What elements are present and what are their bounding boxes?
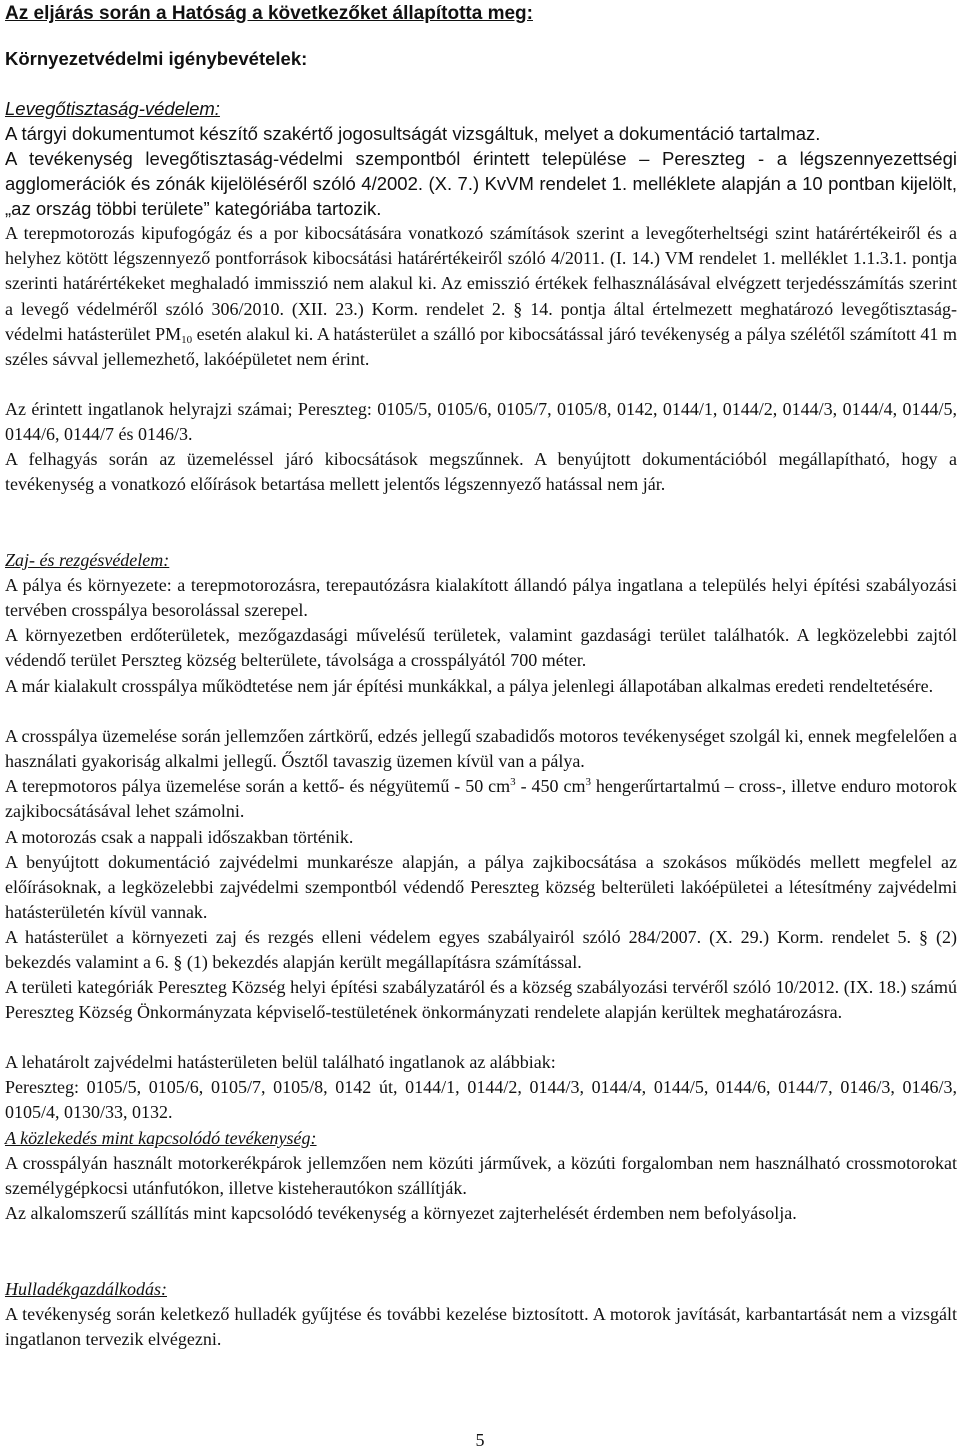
noise-paragraph-6: A motorozás csak a nappali időszakban történik. [5,827,354,847]
traffic-section-title: A közlekedés mint kapcsolódó tevékenység: [5,1128,317,1148]
air-paragraph-1: A tárgyi dokumentumot készítő szakértő jogosultságát vizsgáltuk, melyet a dokumentáció tartalmaz. [5,123,821,144]
page-heading: Az eljárás során a Hatóság a következőket állapította meg: [5,3,533,24]
waste-section-title: Hulladékgazdálkodás: [5,1279,167,1299]
traffic-paragraph-2: Az alkalomszerű szállítás mint kapcsolódó tevékenység a környezet zajterhelését érdemben nem befolyásolja. [5,1203,797,1223]
air-section-title: Levegőtisztaság-védelem: [5,98,220,119]
air-paragraph-3: A terepmotorozás kipufogógáz és a por kibocsátására vonatkozó számítások szerint a levegőterheltségi szint határértékeiről és a helyhez kötött légszennyező pontforrások kibocsátási határértékeiről szóló 4/2011. (I. 14.) VM rendelet 1. melléklet 1.1.3.1. pontja szerinti határértékeket meghaladó immisszió nem alakul ki. Az emisszió értékek felhasználásával elvégzett terjedésszámítás szerint a levegő védelméről szóló 306/2010. (XII. 23.) Korm. rendelet 2. § 14. pontja által értelmezett meghatározó levegőtisztaság-védelmi hatásterület $PM_{10}$ esetén alakul ki. A hatásterület a szálló por kibocsátással járó tevékenység a pálya szélétől számított 41 m széles sávval jellemezhető, lakóépületet nem érint. [5,223,957,370]
noise-paragraph-10: A lehatárolt zajvédelmi hatásterületen belül található ingatlanok az alábbiak: [5,1052,556,1072]
air-paragraph-4: Az érintett ingatlanok helyrajzi számai; Pereszteg: 0105/5, 0105/6, 0105/7, 0105/8, 0142, 0144/1, 0144/2, 0144/3, 0144/4, 0144/5, 0144/6, 0144/7 és 0146/3. [5,399,957,445]
page-number: 5 [475,1430,485,1450]
noise-paragraph-1: A pálya és környezete: a terepmotorozásra, terepautózásra kialakított állandó pálya ingatlana a település helyi építési szabályozási tervében crosspálya besorolással szerepel. [5,575,957,621]
section-heading: Környezetvédelmi igénybevételek: [5,48,308,69]
noise-paragraph-3: A már kialakult crosspálya működtetése nem jár építési munkákkal, a pálya jelenlegi állapotában alkalmas eredeti rendeltetésére. [5,676,934,696]
noise-paragraph-11: Pereszteg: 0105/5, 0105/6, 0105/7, 0105/8, 0142 út, 0144/1, 0144/2, 0144/3, 0144/4, 0144/5, 0144/6, 0144/7, 0146/3, 0146/3, 0105/4, 0130/33, 0132. [5,1077,957,1123]
noise-paragraph-9: A területi kategóriák Pereszteg Község helyi építési szabályzatáról és a község szabályozási tervéről szóló 10/2012. (IX. 18.) számú Pereszteg Község Önkormányzata képviselő-testületének önkormányzati rendelete alapján kerültek meghatározásra. [5,977,957,1023]
traffic-paragraph-1: A crosspályán használt motorkerékpárok jellemzően nem közúti járművek, a közúti forgalomban nem használható crossmotorokat személygépkocsi utánfutókon, illetve kisteherautókon szállítják. [5,1153,957,1199]
waste-paragraph-1: A tevékenység során keletkező hulladék gyűjtése és további kezelése biztosított. A motorok javítását, karbantartását nem a vizsgált ingatlanon tervezik elvégezni. [5,1304,957,1350]
noise-paragraph-8: A hatásterület a környezeti zaj és rezgés elleni védelem egyes szabályairól szóló 284/2007. (X. 29.) Korm. rendelet 5. § (2) bekezdés valamint a 6. § (1) bekezdés alapján került megállapításra számítással. [5,927,957,973]
noise-paragraph-4: A crosspálya üzemelése során jellemzően zártkörű, edzés jellegű szabadidős motoros tevékenységet szolgál ki, ennek megfelelően a használati gyakoriság alkalmi jellegű. Ősztől tavaszig üzemen kívül van a pálya. [5,726,957,772]
air-paragraph-2: A tevékenység levegőtisztaság-védelmi szempontból érintett települése – Pereszteg - a légszennyezettségi agglomerációk és zónák kijelöléséről szóló 4/2002. (X. 7.) KvVM rendelet 1. melléklete alapján a 10 pontban kijelölt, „az ország többi területe” kategóriába tartozik. [5,148,957,219]
noise-paragraph-5: A terepmotoros pálya üzemelése során a kettő- és négyütemű - 50 $cm^3 - 450$ $cm^3$ hengerűrtartalmú – cross-, illetve enduro motorok zajkibocsátásával lehet számolni. [5,776,957,822]
noise-paragraph-7: A benyújtott dokumentáció zajvédelmi munkarésze alapján, a pálya zajkibocsátása a szokásos működés mellett megfelel az előírásoknak, a legközelebbi zajvédelmi szempontból védendő Pereszteg község belterületi lakóépületei a létesítmény zajvédelmi hatásterületén kívül vannak. [5,852,957,923]
air-paragraph-5: A felhagyás során az üzemeléssel járó kibocsátások megszűnnek. A benyújtott dokumentációból megállapítható, hogy a tevékenység a vonatkozó előírások betartása mellett jelentős légszennyező hatással nem jár. [5,449,957,495]
noise-section-title: Zaj- és rezgésvédelem: [5,550,170,570]
noise-paragraph-2: A környezetben erdőterületek, mezőgazdasági művelésű területek, valamint gazdasági terület találhatók. A legközelebbi zajtól védendő terület Perszteg község belterülete, távolsága a crosspályától 700 méter. [5,625,957,671]
